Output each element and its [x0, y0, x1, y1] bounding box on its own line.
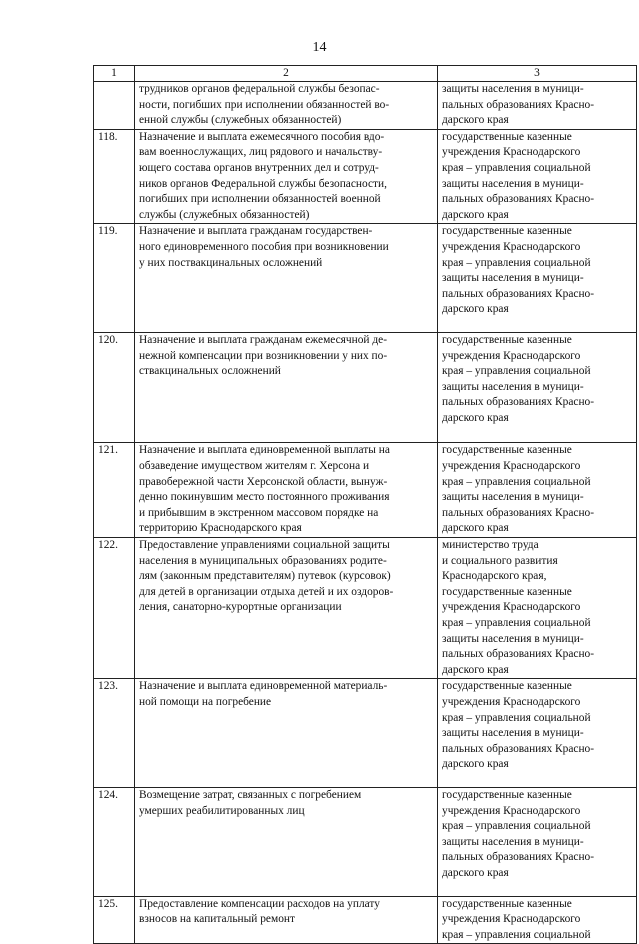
responsible-organization: государственные казенные учреждения Краснодарского края – управления социальной защиты населения в муници- пальных образованиях Красно- дарского края: [442, 444, 595, 535]
responsible-organization-cell: [438, 332, 637, 443]
row-number: 122.: [98, 539, 118, 552]
service-name: Предоставление управлениями социальной защиты населения в муниципальных образованиях родите- лям (законным представителям) путевок (курсовок) для детей в организации отдыха детей и их оздоров- ления, санаторно-курортные организации: [139, 539, 394, 614]
row-number: 124.: [98, 788, 118, 801]
table-row: [94, 787, 637, 896]
table-row: [94, 332, 637, 443]
row-number: 118.: [98, 130, 118, 143]
column-header-1: 1: [94, 66, 135, 82]
row-number-cell: [94, 129, 135, 224]
table-row: [94, 82, 637, 130]
service-name: Назначение и выплата гражданам ежемесячной де- нежной компенсации при возникновении у них по- ствакцинальных осложнений: [139, 333, 388, 378]
responsible-organization-cell: [438, 224, 637, 333]
service-name: Предоставление компенсации расходов на уплату взносов на капитальный ремонт: [139, 897, 380, 926]
responsible-organization-cell: [438, 538, 637, 679]
table-row: [94, 679, 637, 788]
services-table: [93, 65, 637, 944]
table-row: [94, 538, 637, 679]
row-number: 125.: [98, 897, 118, 910]
responsible-organization-cell: [438, 787, 637, 896]
row-number: 119.: [98, 225, 118, 238]
responsible-organization-cell: [438, 443, 637, 538]
service-name-cell: [135, 129, 438, 224]
responsible-organization: государственные казенные учреждения Краснодарского края – управления социальной: [442, 897, 591, 941]
service-name-cell: [135, 332, 438, 443]
table-row: [94, 224, 637, 333]
responsible-organization: государственные казенные учреждения Краснодарского края – управления социальной защиты населения в муници- пальных образованиях Красно- дарского края: [442, 788, 595, 879]
responsible-organization: государственные казенные учреждения Краснодарского края – управления социальной защиты населения в муници- пальных образованиях Красно- дарского края: [442, 225, 595, 316]
service-name: Возмещение затрат, связанных с погребением умерших реабилитированных лиц: [139, 788, 362, 817]
service-name-cell: [135, 538, 438, 679]
table-row: [94, 129, 637, 224]
responsible-organization: государственные казенные учреждения Краснодарского края – управления социальной защиты населения в муници- пальных образованиях Красно- дарского края: [442, 130, 595, 221]
row-number-cell: [94, 82, 135, 130]
responsible-organization: государственные казенные учреждения Краснодарского края – управления социальной защиты населения в муници- пальных образованиях Красно- дарского края: [442, 333, 595, 424]
page-number: 14: [312, 40, 327, 55]
responsible-organization: министерство труда и социального развития Краснодарского края, государственные казенные учреждения Краснодарского края – управления социальной защиты населения в муници- пальных образованиях Красно- дарского края: [442, 539, 595, 676]
table-header-row: [94, 66, 637, 82]
column-header-2: 2: [135, 66, 438, 82]
service-name: Назначение и выплата единовременной материаль- ной помощи на погребение: [139, 680, 388, 708]
service-name-cell: [135, 787, 438, 896]
service-name-cell: [135, 679, 438, 788]
responsible-organization-cell: [438, 896, 637, 944]
service-name-cell: [135, 443, 438, 538]
service-name: трудников органов федеральной службы безопас- ности, погибших при исполнении обязанностей во- енной службы (служебных обязанностей): [139, 83, 390, 127]
service-name-cell: [135, 896, 438, 944]
row-number-cell: [94, 896, 135, 944]
row-number-cell: [94, 224, 135, 333]
table-row: [94, 443, 637, 538]
responsible-organization: защиты населения в муници- пальных образованиях Красно- дарского края: [442, 83, 595, 127]
row-number: 123.: [98, 680, 118, 693]
service-name-cell: [135, 82, 438, 130]
service-name-cell: [135, 224, 438, 333]
service-name: Назначение и выплата единовременной выплаты на обзаведение имуществом жителям г. Херсона и правобережной части Херсонской области, вынуж- денно покинувшим место постоянного проживания и прибывшим в экстренном массовом порядке на территорию Краснодарского края: [139, 444, 390, 535]
row-number: 121.: [98, 444, 118, 457]
responsible-organization-cell: [438, 82, 637, 130]
row-number: 120.: [98, 333, 118, 346]
row-number-cell: [94, 443, 135, 538]
column-header-3: 3: [438, 66, 637, 82]
row-number-cell: [94, 787, 135, 896]
row-number-cell: [94, 679, 135, 788]
service-name: Назначение и выплата ежемесячного пособия вдо- вам военнослужащих, лиц рядового и начальству- ющего состава органов внутренних дел и сотруд- ников органов Федеральной службы безопасности, погибших при исполнении обязанностей военной службы (служебных обязанностей): [139, 130, 387, 221]
table-row: [94, 896, 637, 944]
responsible-organization: государственные казенные учреждения Краснодарского края – управления социальной защиты населения в муници- пальных образованиях Красно- дарского края: [442, 680, 595, 771]
responsible-organization-cell: [438, 679, 637, 788]
service-name: Назначение и выплата гражданам государствен- ного единовременного пособия при возникновении у них поствакцинальных осложнений: [139, 225, 389, 269]
row-number-cell: [94, 332, 135, 443]
row-number-cell: [94, 538, 135, 679]
responsible-organization-cell: [438, 129, 637, 224]
